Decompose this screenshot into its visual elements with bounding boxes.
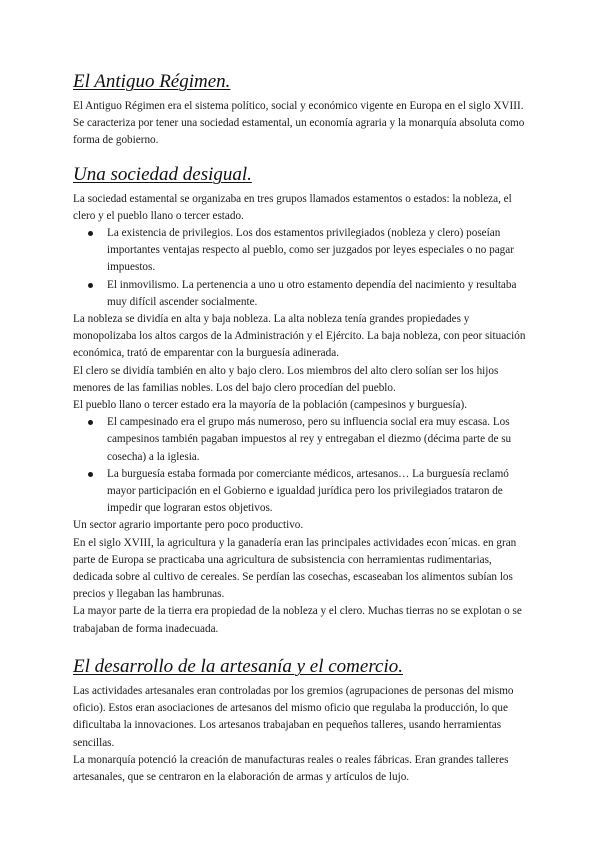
paragraph: Las actividades artesanales eran controladas por los gremios (agrupaciones de personas del mismo oficio). Estos eran asociaciones de artesanos del mismo oficio que regulaba la producción, lo que dificultaba la innovaciones. Los artesanos trabajaban en pequeños talleres, usando herramientas sencillas. (73, 684, 514, 749)
paragraph: El pueblo llano o tercer estado era la mayoría de la población (campesinos y burguesía). (73, 399, 468, 412)
bullet-item: El inmovilismo. La pertenencia a uno u otro estamento dependía del nacimiento y resultaba muy difícil ascender socialmente. (107, 277, 534, 311)
section-artesania-comercio (73, 655, 534, 786)
bullet-list (73, 414, 534, 517)
bullet-item: La burguesía estaba formada por comerciante médicos, artesanos… La burguesía reclamó mayor participación en el Gobierno e igualdad jurídica pero los privilegiados trataron de impedir que lograran estos objetivos. (107, 466, 534, 518)
bullet-item: La existencia de privilegios. Los dos estamentos privilegiados (nobleza y clero) poseían importantes ventajas respecto al pueblo, como ser juzgados por leyes especiales o no pagar impuestos. (107, 225, 534, 277)
paragraph: Un sector agrario importante pero poco productivo. (73, 519, 304, 532)
bullet-list (73, 225, 534, 311)
paragraph: La monarquía potenció la creación de manufacturas reales o reales fábricas. Eran grandes talleres artesanales, que se centraron en la elaboración de armas y artículos de lujo. (73, 753, 509, 783)
section-heading: El desarrollo de la artesanía y el comercio. (73, 655, 403, 677)
paragraph: La sociedad estamental se organizaba en tres grupos llamados estamentos o estados: la nobleza, el clero y el pueblo llano o tercer estado. (73, 192, 512, 222)
paragraph: El clero se dividía también en alto y bajo clero. Los miembros del alto clero solían ser los hijos menores de las familias nobles. Los del bajo clero procedían del pueblo. (73, 364, 499, 394)
section-heading: El Antiguo Régimen. (73, 71, 231, 92)
paragraph: El Antiguo Régimen era el sistema político, social y económico vigente en Europa en el siglo XVIII. Se caracteriza por tener una sociedad estamental, un economía agraria y la monarquía absoluta como forma de gobierno. (73, 100, 525, 147)
paragraph: La mayor parte de la tierra era propiedad de la nobleza y el clero. Muchas tierras no se explotan o se trabajaban de forma inadecuada. (73, 605, 522, 635)
bullet-item: El campesinado era el grupo más numeroso, pero su influencia social era muy escasa. Los campesinos también pagaban impuestos al rey y entregaban el diezmo (décima parte de su cosecha) a la iglesia. (107, 414, 534, 466)
section-heading: Una sociedad desigual. (73, 163, 252, 185)
section-antiguo-regimen (73, 70, 534, 150)
section-sociedad-desigual (73, 163, 534, 638)
paragraph: La nobleza se dividía en alta y baja nobleza. La alta nobleza tenía grandes propiedades y monopolizaba los altos cargos de la Administración y el Ejército. La baja nobleza, con peor situación económica, trató de emparentar con la burguesía adinerada. (73, 313, 526, 360)
paragraph: En el siglo XVIII, la agricultura y la ganadería eran las principales actividades econ´micas. en gran parte de Europa se practicaba una agricultura de subsistencia con herramientas rudimentarias, dedicada sobre al cultivo de cereales. Se perdían las cosechas, escaseaban los alimentos subían los precios y llegaban las hambrunas. (73, 536, 517, 601)
